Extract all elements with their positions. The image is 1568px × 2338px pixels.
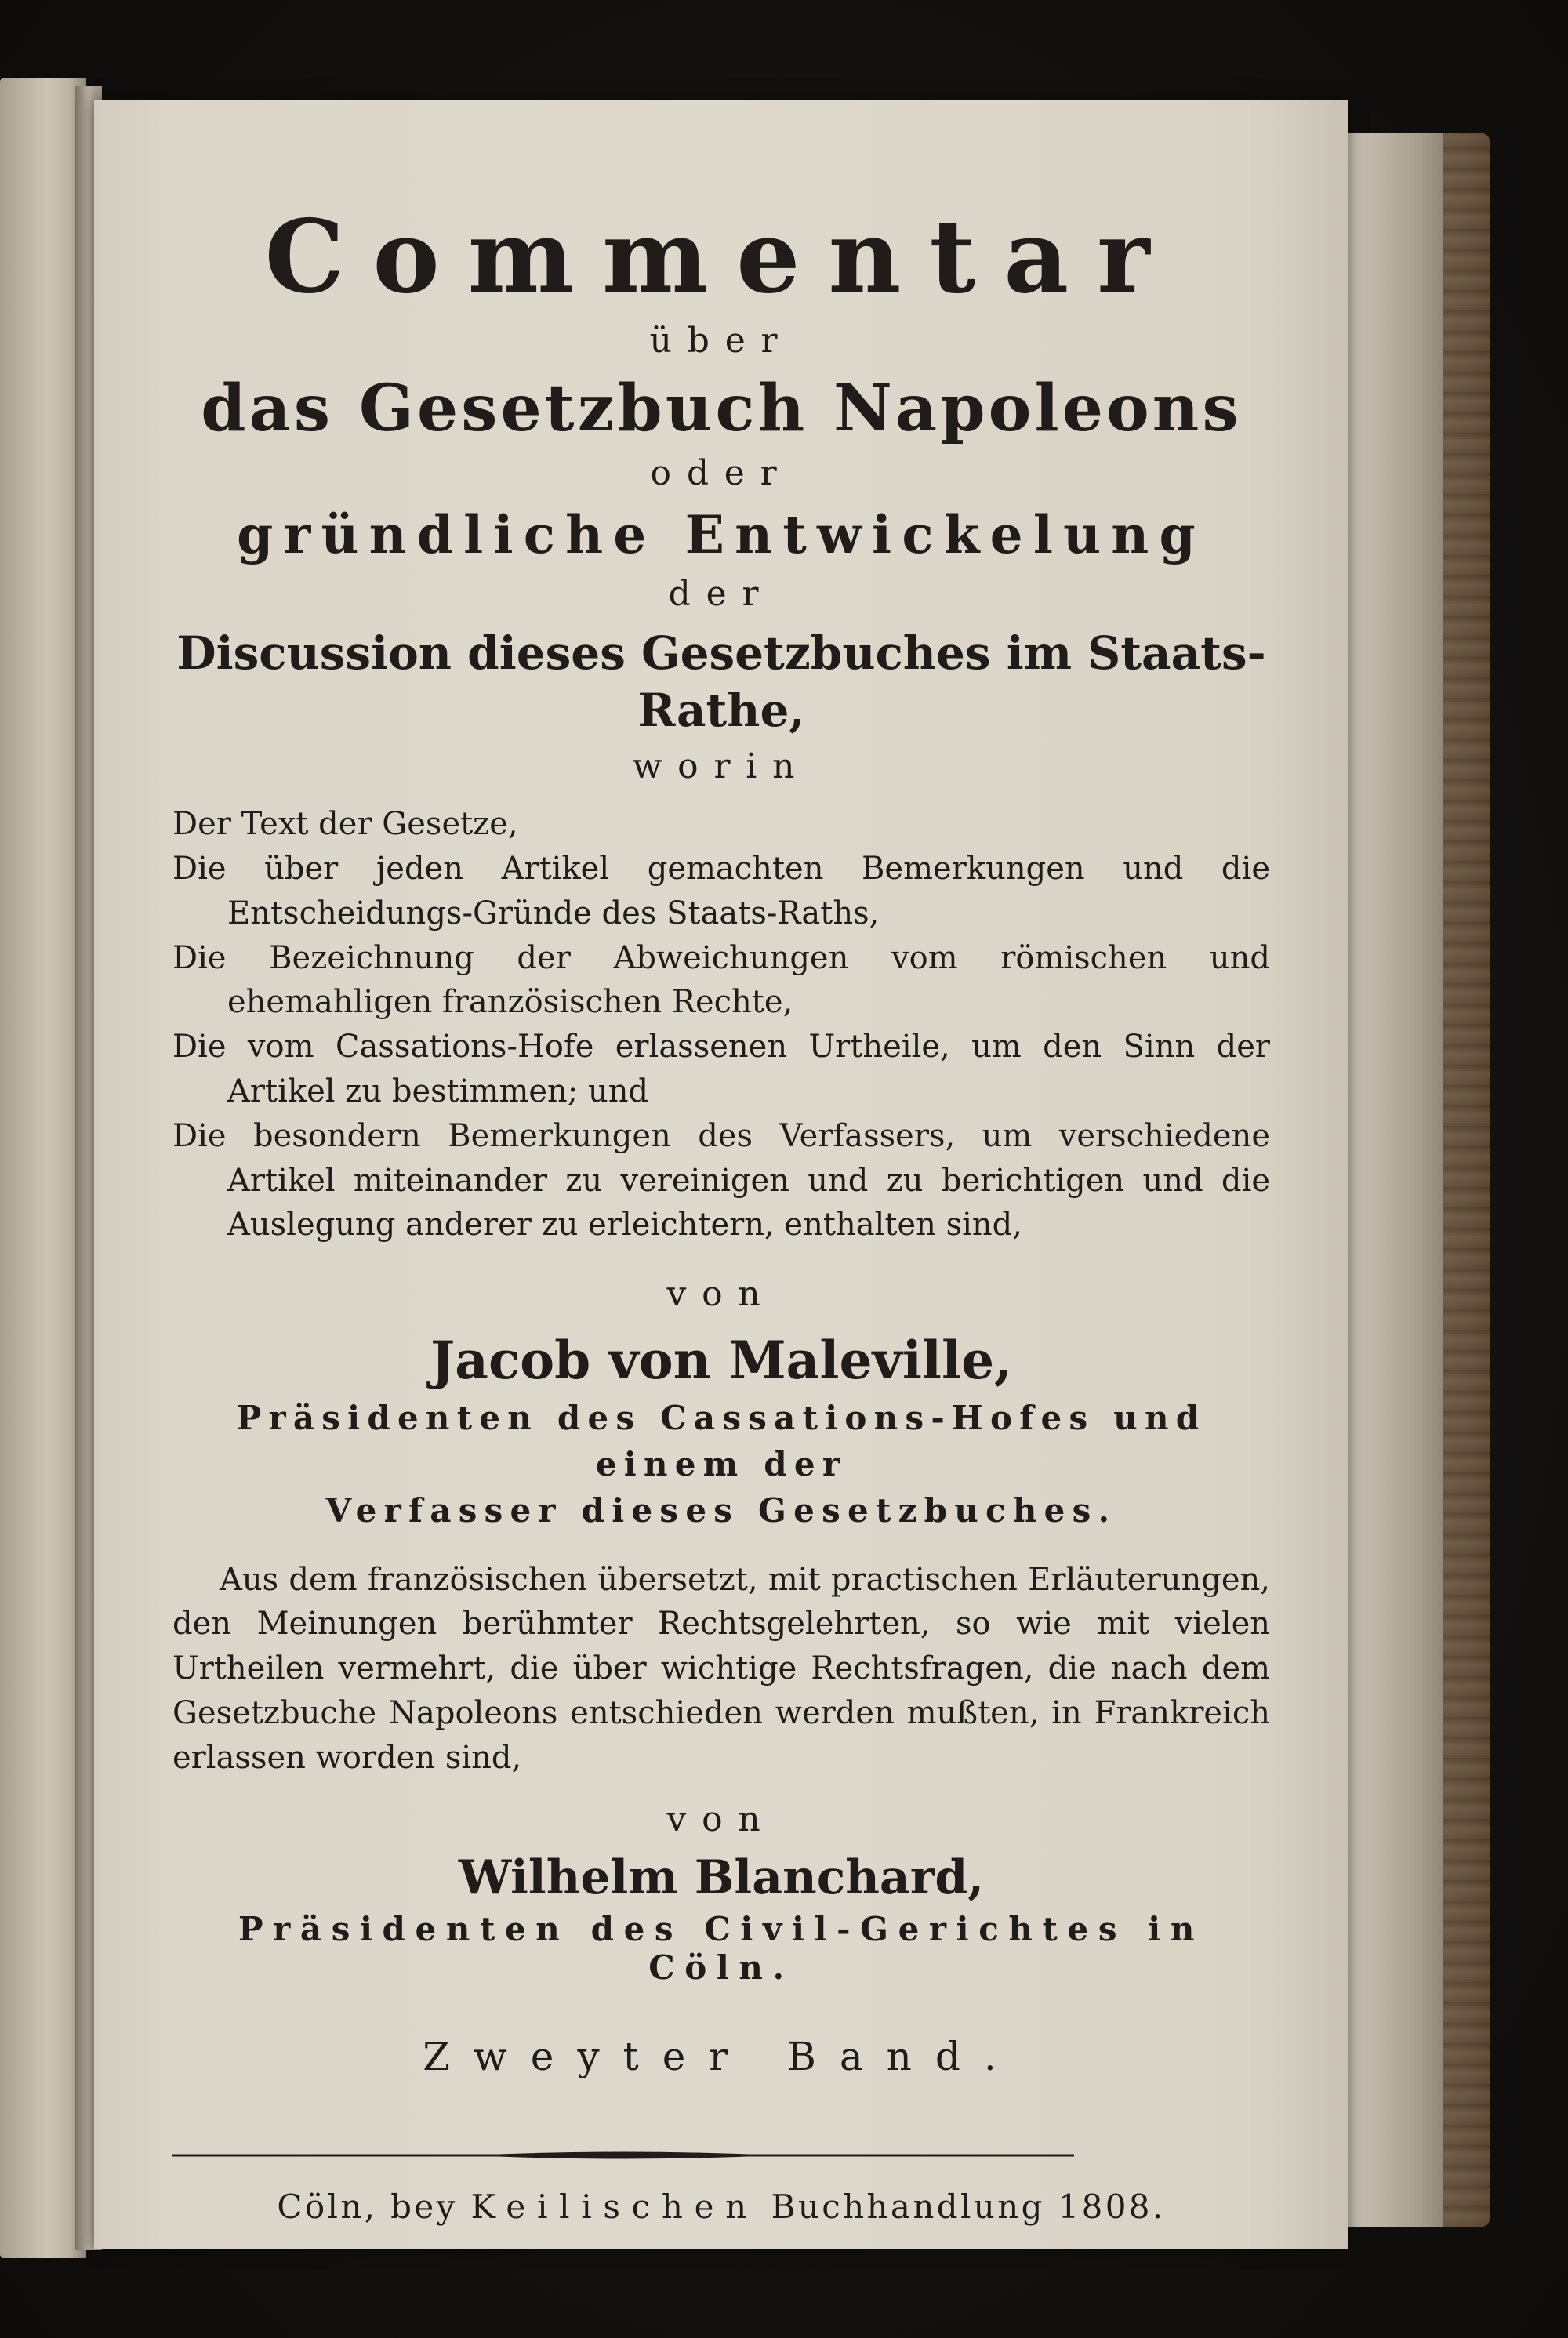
imprint-publisher: Keilischen (470, 2187, 758, 2226)
translation-note: Aus dem französischen übersetzt, mit practischen Erläuterungen, den Meinungen berühmter Rechtsgelehrten, so wie mit vielen Urtheilen vermehrt, die über wichtige Rechtsfragen, die nach dem Gesetzbuche Napoleons entschieden werden mußten, in Frankreich erlassen worden sind, (172, 1561, 1270, 1776)
ornamental-rule (172, 2150, 1074, 2161)
contents-item: Die über jeden Artikel gemachten Bemerkungen und die Entscheidungs-Gründe des Staats-Raths, (172, 851, 1270, 931)
translator-von: von (666, 1799, 776, 1839)
imprint-city: Cöln, bey (277, 2187, 458, 2226)
title-page (94, 100, 1348, 2249)
connector-uber: über (649, 320, 793, 361)
title-line-entwickelung: gründliche Entwickelung (237, 504, 1206, 566)
connector-oder: oder (650, 453, 793, 494)
contents-item: Der Text der Gesetze, (172, 806, 518, 843)
author-name: Jacob von Maleville, (430, 1330, 1013, 1392)
facing-page-edge (0, 78, 86, 2258)
imprint-line (172, 2187, 1270, 2226)
title-page-content (172, 198, 1270, 2226)
contents-item: Die besondern Bemerkungen des Verfassers, um verschiedene Artikel miteinander zu vereinigen und zu berichtigen und die Auslegung anderer zu erleichtern, enthalten sind, (172, 1117, 1270, 1243)
translator-name: Wilhelm Blanchard, (458, 1850, 985, 1905)
book-edge-binding (1333, 133, 1490, 2227)
author-title-line1: Präsidenten des Cassations-Hofes und einem der (236, 1399, 1207, 1484)
title-line-discussion: Discussion dieses Gesetzbuches im Staats-Rathe, (176, 626, 1266, 737)
contents-list (172, 802, 1270, 1247)
title-line-gesetzbuch: das Gesetzbuch Napoleons (201, 370, 1242, 446)
author-title-line2: Verfasser dieses Gesetzbuches. (325, 1490, 1117, 1530)
contents-item: Die Bezeichnung der Abweichungen vom römischen und ehemahligen französischen Rechte, (172, 939, 1270, 1021)
imprint-rest: Buchhandlung 1808. (771, 2187, 1166, 2226)
main-title: Commentar (264, 198, 1178, 316)
connector-der: der (668, 574, 775, 615)
author-von: von (666, 1274, 776, 1315)
translator-title: Präsidenten des Civil-Gerichtes in Cöln. (238, 1909, 1204, 1987)
connector-worin: worin (632, 746, 811, 787)
contents-item: Die vom Cassations-Hofe erlassenen Urtheile, um den Sinn der Artikel zu bestimmen; und (172, 1029, 1270, 1110)
volume-label: Zweyter Band. (423, 2033, 1020, 2079)
